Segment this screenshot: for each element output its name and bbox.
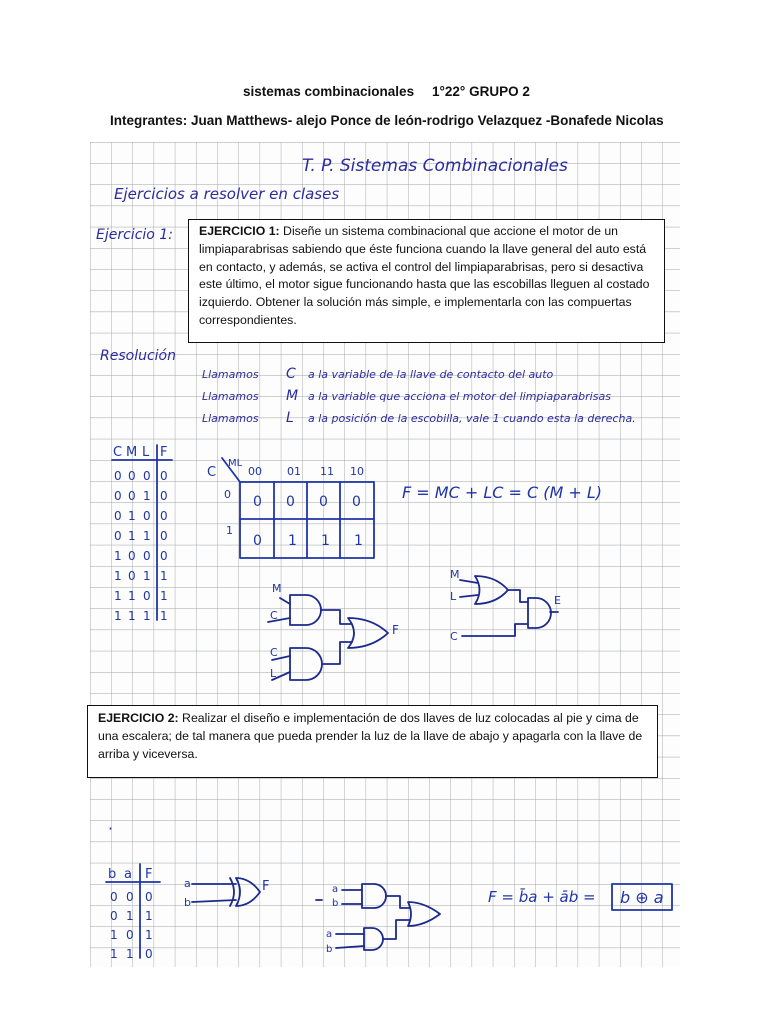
truth-table-cell: 0 [145,890,153,904]
truth-table-2 [106,864,160,961]
logic-circuit-2 [450,568,561,643]
truth-table-header: C [113,445,123,460]
truth-table-cell: 1 [114,609,122,623]
circuit-input-label: a [332,884,339,895]
truth-table-cell: 0 [160,549,168,563]
truth-table-cell: 1 [128,589,136,603]
truth-table-cell: 1 [145,928,153,942]
kmap-col-header: 11 [320,465,334,478]
truth-table-cell: 0 [110,890,118,904]
kmap-cell: 0 [253,494,262,510]
kmap-cell: 1 [321,533,330,549]
truth-table-cell: 1 [160,589,168,603]
truth-table-cell: 1 [110,928,118,942]
circuit-input-label: b [326,944,333,955]
truth-table-cell: 0 [114,489,122,503]
kmap-cell: 0 [352,494,361,510]
definition-text: a la variable de la llave de contacto del auto [308,368,554,381]
notebook-heading: T. P. Sistemas Combinacionales [302,156,568,176]
truth-table-cell: 1 [114,549,122,563]
truth-table-cell: 0 [126,928,134,942]
truth-table-cell: 1 [114,569,122,583]
truth-table-cell: 1 [126,909,134,923]
truth-table-cell: 1 [143,569,151,583]
truth-table-cell: 0 [160,489,168,503]
circuit-input-label: M [450,568,460,581]
truth-table-cell: 0 [128,549,136,563]
logic-circuit-3 [316,884,440,955]
kmap-cell: 1 [354,533,363,549]
exercise1-tag: Ejercicio 1: [96,227,173,243]
kmap-col-header: 01 [287,465,301,478]
truth-table-cell: 1 [145,909,153,923]
circuit-output-label: F [392,623,399,637]
truth-table-cell: 0 [160,469,168,483]
definition-text: a la posición de la escobilla, vale 1 cuando esta la derecha. [308,412,636,425]
circuit-input-label: C [270,646,278,659]
truth-table-cell: 0 [114,509,122,523]
truth-table-1 [112,445,172,623]
kmap-cell: 0 [286,494,295,510]
truth-table-cell: 0 [143,509,151,523]
circuit-input-label: b [332,898,339,909]
definition-var: C [286,366,296,382]
truth-table-header: L [142,445,150,460]
truth-table-cell: 1 [128,609,136,623]
kmap-cell: 0 [319,494,328,510]
truth-table-cell: 0 [145,947,153,961]
truth-table-cell: 1 [128,529,136,543]
kmap-col-header: 00 [248,465,262,478]
circuit-input-label: b [184,896,191,909]
resolution-heading: Resolución [100,348,176,364]
definition-var: M [286,388,299,404]
logic-circuit-1 [268,582,399,680]
truth-table-cell: 0 [160,529,168,543]
truth-table-header: F [145,867,153,882]
truth-table-cell: 0 [128,469,136,483]
definition-prefix: Llamamos [202,368,259,381]
kmap-row-header: 0 [224,488,231,501]
members-label: Integrantes: [110,113,188,128]
circuit-input-label: L [450,590,457,603]
circuit-output-label: F [262,879,270,894]
truth-table-header: b [108,867,117,882]
truth-table-cell: 0 [143,469,151,483]
circuit-input-label: M [272,582,282,595]
truth-table-cell: 1 [143,529,151,543]
exercise-1-box [188,219,665,343]
circuit-input-label: C [450,630,458,643]
truth-table-cell: 0 [114,529,122,543]
exercise-2-text: Realizar el diseño e implementación de dos llaves de luz colocadas al pie y cima de una escalera; de tal manera que pueda prender la luz de la llave de abajo y apagarla con la llave de arriba y viceversa. [98,711,643,761]
kmap-col-var: ML [228,458,243,469]
group-label: 1°22° GRUPO 2 [432,84,530,99]
section-heading: Ejercicios a resolver en clases [114,185,340,203]
kmap-row-header: 1 [226,524,233,537]
truth-table-cell: 0 [110,909,118,923]
definition-prefix: Llamamos [202,412,259,425]
truth-table-cell: 1 [160,609,168,623]
document-title: sistemas combinacionales [243,84,415,99]
dot-mark: · [108,819,114,838]
truth-table-cell: 0 [128,569,136,583]
circuit-input-label: a [184,877,191,890]
equation-1: F = MC + LC = C (M + L) [402,483,603,502]
truth-table-cell: 1 [110,947,118,961]
definition-text: a la variable que acciona el motor del limpiaparabrisas [308,390,611,403]
truth-table-cell: 1 [143,609,151,623]
truth-table-header: M [126,445,138,460]
truth-table-cell: 1 [143,489,151,503]
exercise-2-box [87,705,658,778]
exercise-2-label: EJERCICIO 2: [98,711,179,725]
truth-table-cell: 0 [126,890,134,904]
equation-2-left: F = b̄a + āb = [488,888,596,906]
members-names: Juan Matthews- alejo Ponce de león-rodrigo Velazquez -Bonafede Nicolas [191,113,664,128]
truth-table-cell: 1 [126,947,134,961]
kmap-cell: 1 [288,533,297,549]
circuit-output-label: E [554,594,561,607]
definition-prefix: Llamamos [202,390,259,403]
circuit-input-label: a [326,929,333,940]
karnaugh-map [207,458,374,558]
xor-gate [184,877,269,909]
equation-2 [488,884,672,910]
circuit-input-label: C [270,609,278,622]
kmap-row-var: C [207,465,217,480]
truth-table-header: a [124,867,132,882]
truth-table-cell: 1 [160,569,168,583]
equation-2-boxed: b ⊕ a [620,888,664,907]
truth-table-cell: 0 [160,509,168,523]
truth-table-cell: 0 [143,549,151,563]
kmap-col-header: 10 [350,465,364,478]
exercise-1-text: Diseñe un sistema combinacional que accione el motor de un limpiaparabrisas sabiendo que éste funciona cuando la llave general del auto está en contacto, y además, se activa el control del limpiaparabrisas, pero si desactiva este último, el motor sigue funcionando hasta que las escobillas lleguen al costado izquierdo. Obtener la solución más simple, e implementarla con las compuertas correspondientes. [199,224,650,327]
definition-var: L [286,410,294,426]
truth-table-cell: 0 [143,589,151,603]
truth-table-cell: 1 [128,509,136,523]
kmap-cell: 0 [253,533,262,549]
truth-table-cell: 0 [114,469,122,483]
truth-table-cell: 0 [128,489,136,503]
truth-table-cell: 1 [114,589,122,603]
circuit-input-label: L [270,667,277,680]
exercise-1-label: EJERCICIO 1: [199,224,280,238]
definitions-list [202,366,636,426]
truth-table-header: F [160,445,168,460]
